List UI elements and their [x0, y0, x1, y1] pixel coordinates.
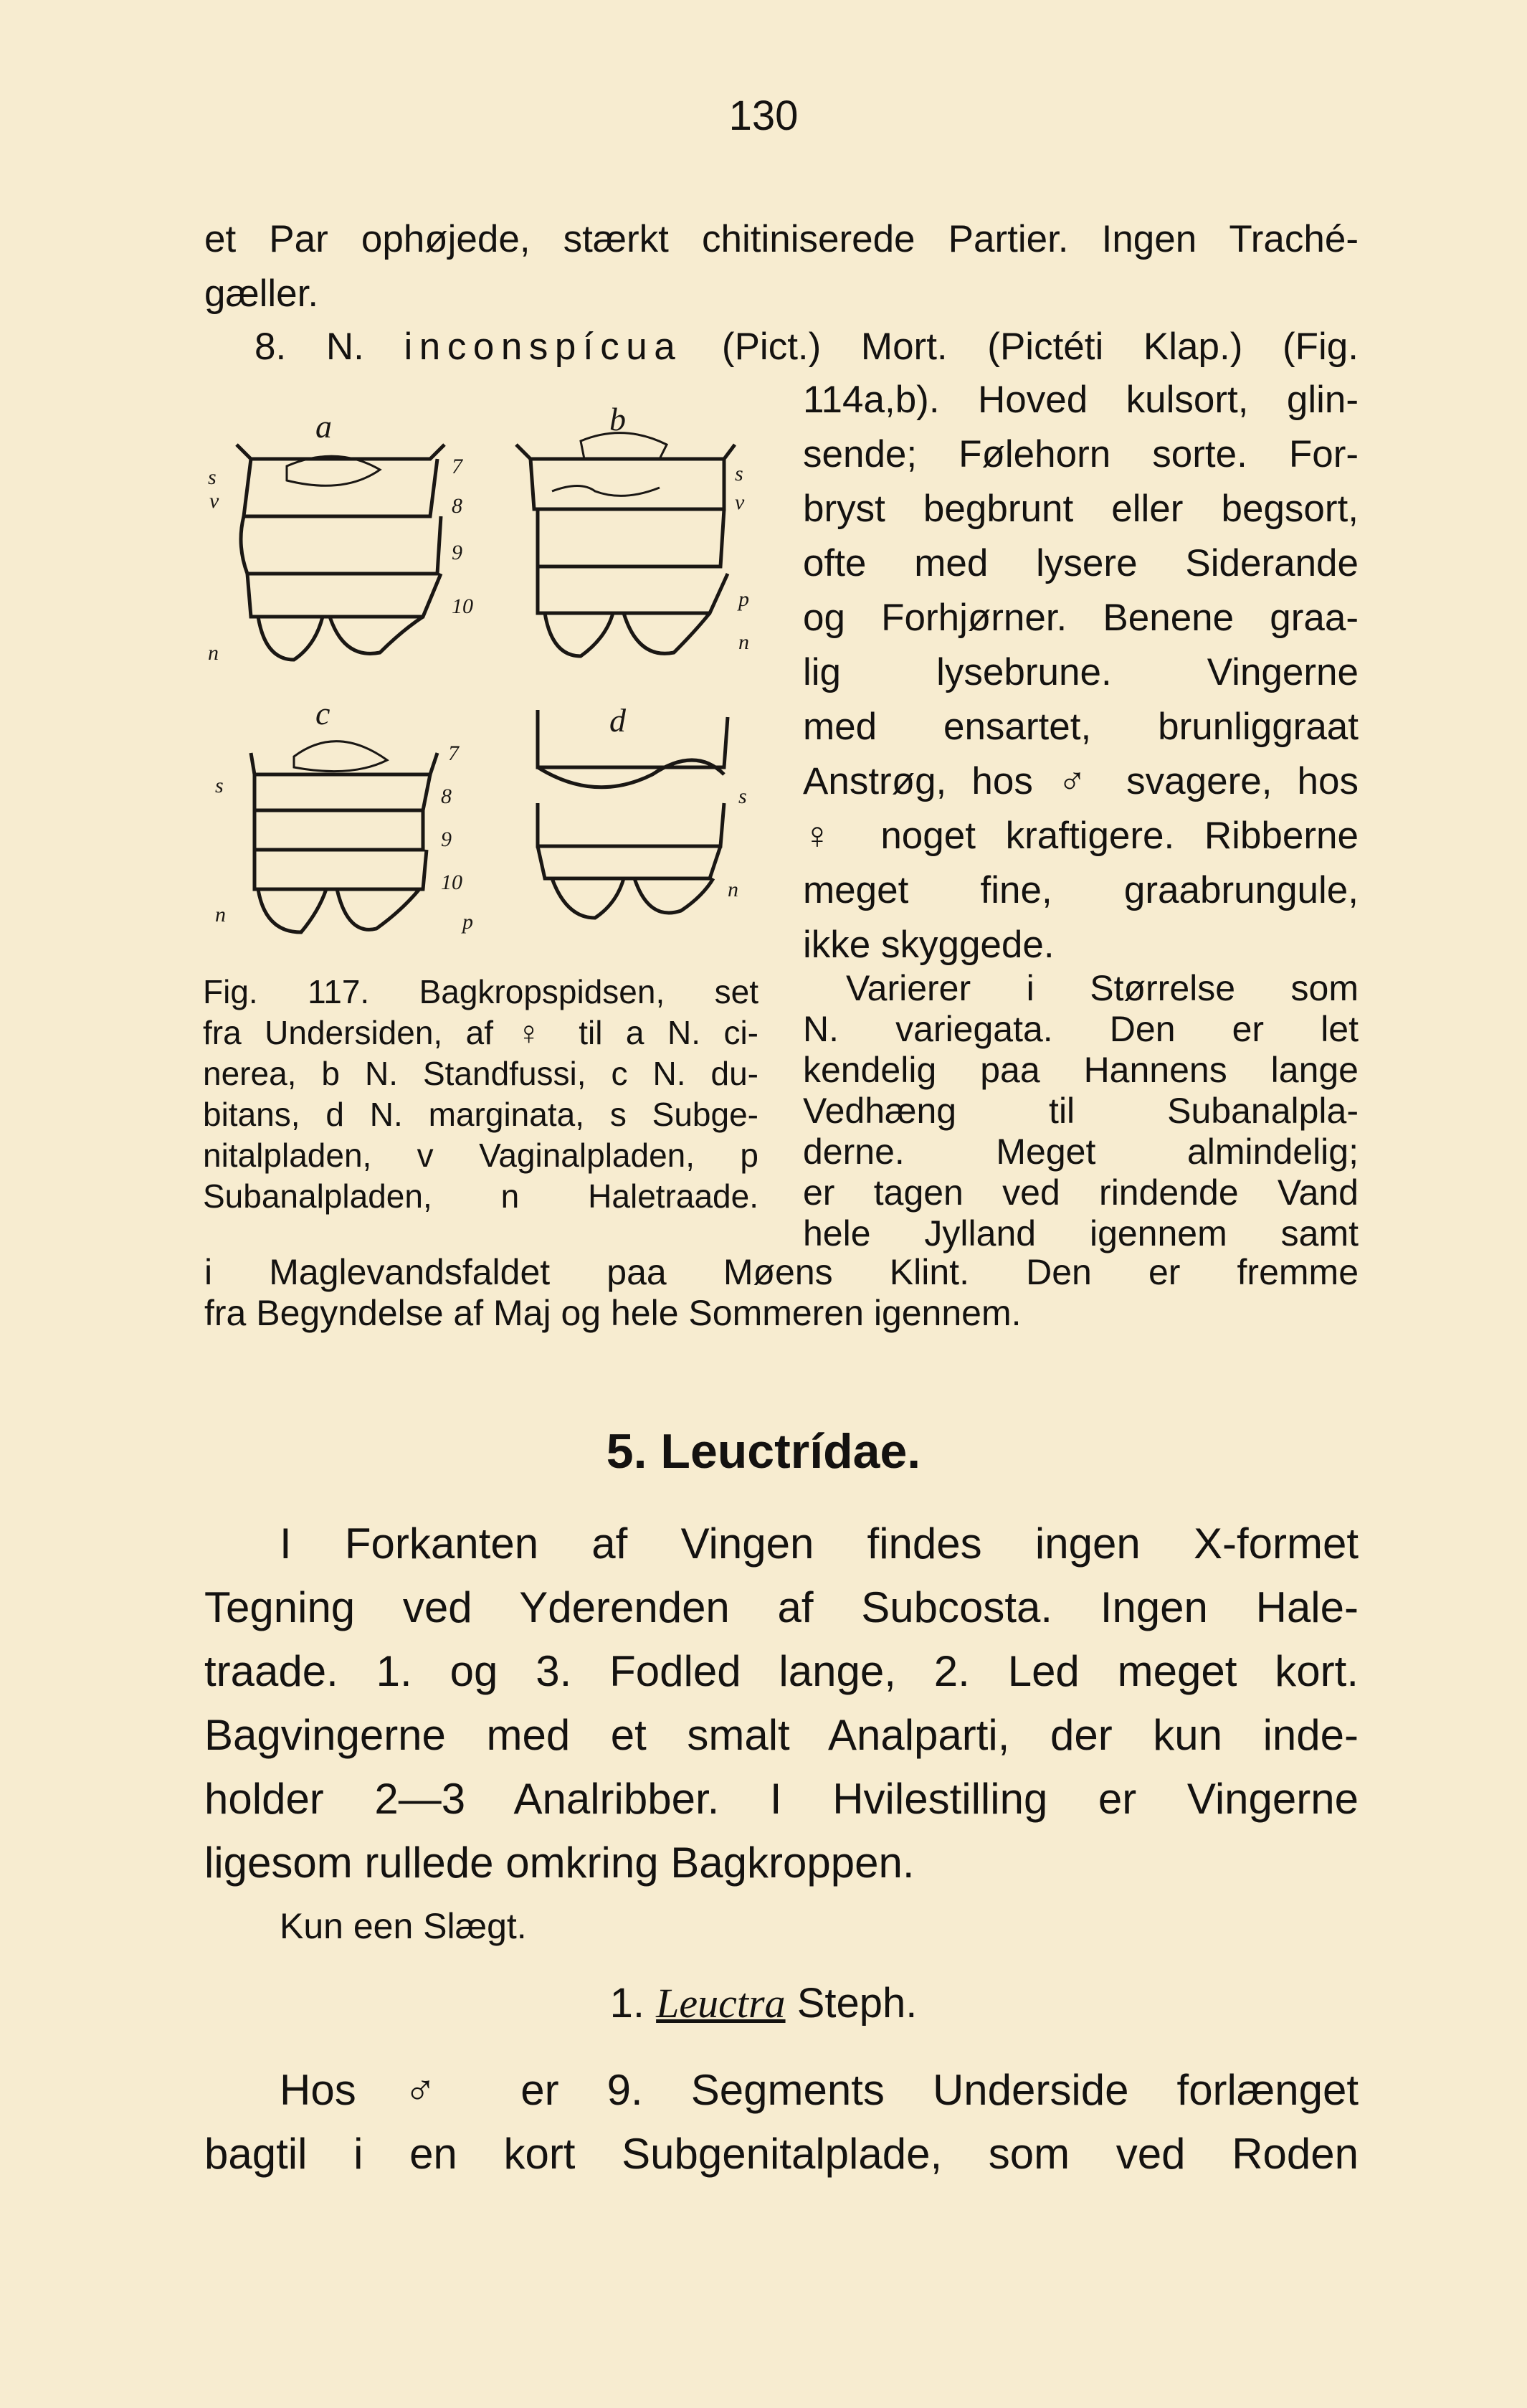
genus-line-2: bagtil i en kort Subgenitalplade, som ved Roden — [204, 2130, 1359, 2178]
genus-name: Leuctra — [656, 1980, 786, 2027]
genus-number: 1. — [609, 1980, 644, 2027]
figure-label-p-c: p — [462, 910, 473, 934]
figure-label-c: c — [315, 695, 330, 731]
figure-label-9-a: 9 — [452, 541, 462, 564]
figure-label-9-c: 9 — [441, 828, 452, 851]
caption-line-2: fra Undersiden, af ♀ til a N. ci- — [203, 1014, 758, 1051]
genus-author: Steph. — [796, 1980, 918, 2027]
species-authors: (Pict.) Mort. (Pictéti Klap.) (Fig. — [721, 326, 1359, 368]
family-line-2: Tegning ved Yderenden af Subcosta. Ingen Hale- — [204, 1583, 1359, 1631]
figure-label-p-b: p — [738, 587, 749, 611]
variation-line-1: Varierer i Størrelse som — [846, 968, 1359, 1008]
figure-label-v-a: v — [209, 489, 219, 513]
family-line-5: holder 2—3 Analribber. I Hvilestilling er Vingerne — [204, 1775, 1359, 1823]
figure-label-s-c: s — [215, 774, 224, 797]
family-heading: 5. Leuctrídae. — [606, 1424, 921, 1479]
figure-label-a: a — [315, 408, 332, 445]
figure-label-s-a: s — [208, 465, 217, 489]
species-heading — [255, 320, 1359, 374]
variation-line-3: kendelig paa Hannens lange — [803, 1050, 1359, 1090]
description-line-11: ikke skyggede. — [803, 924, 1055, 966]
intro-line-1: et Par ophøjede, stærkt chitiniserede Partier. Ingen Traché- — [204, 218, 1359, 260]
full-line-1: i Maglevandsfaldet paa Møens Klint. Den er fremme — [204, 1252, 1359, 1292]
genus-heading — [0, 1979, 1527, 2027]
variation-line-7: hele Jylland igennem samt — [803, 1213, 1359, 1253]
figure-label-v-b: v — [735, 490, 745, 514]
description-line-3: bryst begbrunt eller begsort, — [803, 488, 1359, 530]
figure-label-7-c: 7 — [448, 741, 459, 765]
figure-label-n-a: n — [208, 641, 219, 665]
species-name: inconspícua — [404, 326, 682, 368]
figure-label-b: b — [609, 402, 626, 437]
variation-line-5: derne. Meget almindelig; — [803, 1132, 1359, 1172]
figure-label-s-d: s — [738, 785, 747, 808]
figure-117-abdomen-tips — [194, 402, 767, 968]
description-line-10: meget fine, graabrungule, — [803, 869, 1359, 911]
page-number: 130 — [728, 93, 799, 139]
description-line-2: sende; Følehorn sorte. For- — [803, 433, 1359, 475]
description-line-6: lig lysebrune. Vingerne — [803, 651, 1359, 693]
figure-label-7-a: 7 — [452, 455, 462, 478]
description-line-4: ofte med lysere Siderande — [803, 542, 1359, 584]
family-line-3: traade. 1. og 3. Fodled lange, 2. Led meget kort. — [204, 1647, 1359, 1695]
family-line-6: ligesom rullede omkring Bagkroppen. — [204, 1839, 915, 1887]
description-line-9: ♀ noget kraftigere. Ribberne — [803, 815, 1359, 857]
caption-line-6: Subanalpladen, n Haletraade. — [203, 1177, 758, 1215]
single-genus-note: Kun een Slægt. — [280, 1906, 527, 1946]
figure-label-n-b: n — [738, 630, 749, 654]
variation-line-6: er tagen ved rindende Vand — [803, 1172, 1359, 1213]
full-line-2: fra Begyndelse af Maj og hele Sommeren igennem. — [204, 1293, 1022, 1333]
figure-label-n-c: n — [215, 903, 226, 926]
figure-label-10-c: 10 — [441, 871, 462, 894]
figure-label-10-a: 10 — [452, 594, 473, 618]
figure-label-n-d: n — [728, 878, 738, 901]
figure-label-8-c: 8 — [441, 785, 452, 808]
description-line-8: Anstrøg, hos ♂ svagere, hos — [803, 760, 1359, 802]
caption-line-4: bitans, d N. marginata, s Subge- — [203, 1096, 758, 1133]
figure-label-8-a: 8 — [452, 494, 462, 518]
intro-line-2: gæller. — [204, 272, 319, 315]
variation-line-2: N. variegata. Den er let — [803, 1009, 1359, 1049]
caption-line-1: Fig. 117. Bagkropspidsen, set — [203, 973, 758, 1010]
variation-line-4: Vedhæng til Subanalpla- — [803, 1091, 1359, 1131]
figure-label-d: d — [609, 702, 626, 739]
genus-line-1: Hos ♂ er 9. Segments Underside forlænget — [280, 2066, 1359, 2114]
family-line-4: Bagvingerne med et smalt Analparti, der kun inde- — [204, 1711, 1359, 1759]
description-line-7: med ensartet, brunliggraat — [803, 706, 1359, 748]
figure-label-s-b: s — [735, 462, 743, 485]
caption-line-5: nitalpladen, v Vaginalpladen, p — [203, 1137, 758, 1174]
description-line-1: 114a,b). Hoved kulsort, glin- — [803, 379, 1359, 421]
caption-line-3: nerea, b N. Standfussi, c N. du- — [203, 1055, 758, 1092]
species-number: 8. N. — [255, 326, 364, 368]
family-line-1: I Forkanten af Vingen findes ingen X-formet — [280, 1520, 1359, 1568]
description-line-5: og Forhjørner. Benene graa- — [803, 597, 1359, 639]
